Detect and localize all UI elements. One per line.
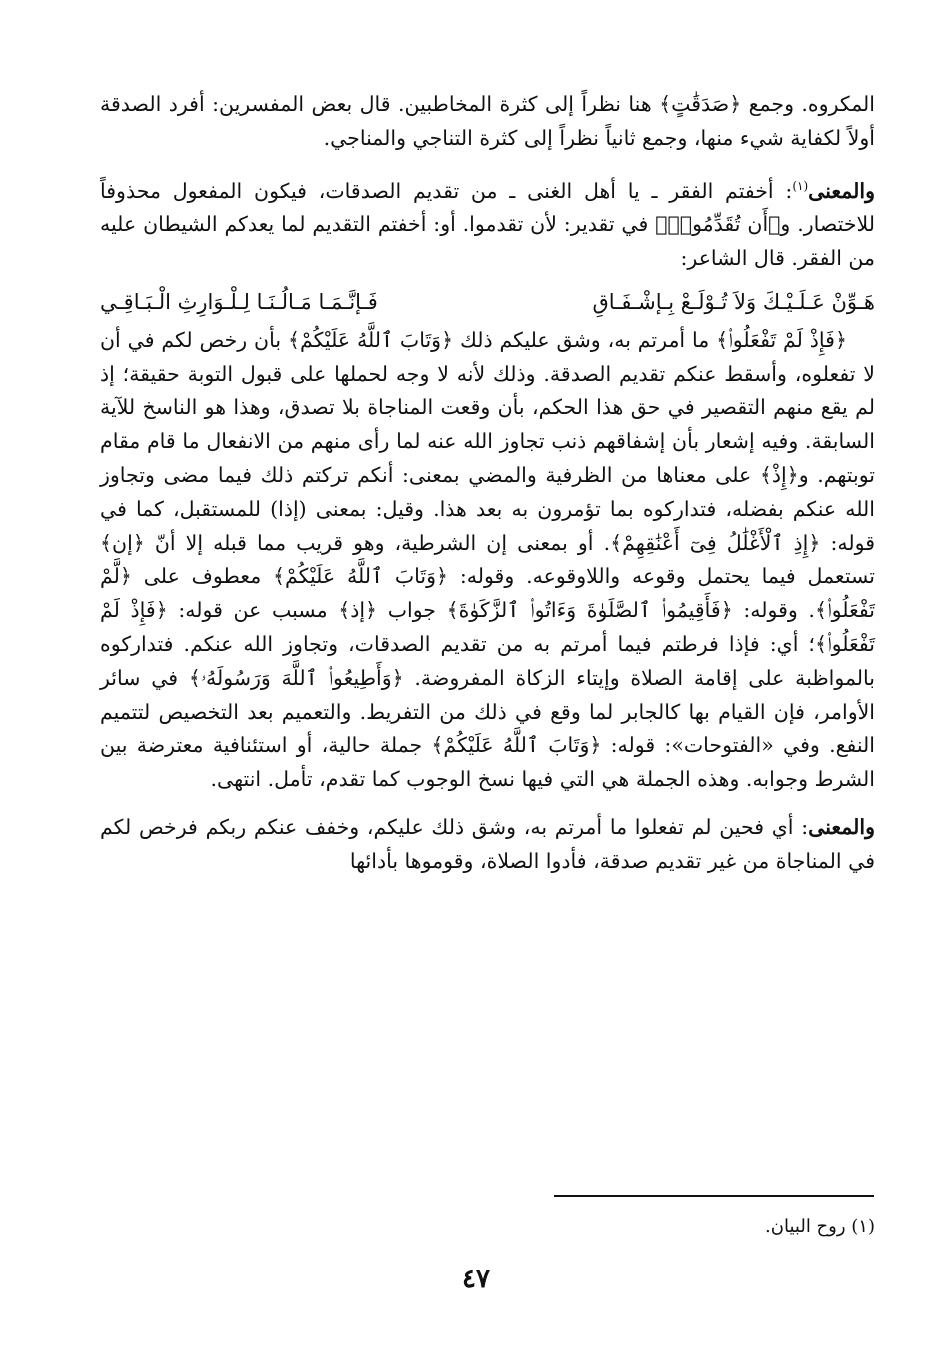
paragraph-4-body: : أي فحين لم تفعلوا ما أمرتم به، وشق ذلك عليكم، وخفف عنكم ربكم فرخص لكم في المناجاة من غير تقديم صدقة، فأدوا الصلاة، وقوموها بأدائها <box>100 814 875 873</box>
paragraph-3: ﴿فَإِذْ لَمْ تَفْعَلُوا۟﴾ ما أمرتم به، وشق عليكم ذلك ﴿وَتَابَ ٱللَّهُ عَلَيْكُمْ﴾ بأن رخص لكم في أن لا تفعلوه، وأسقط عنكم تقديم الصدقة. وذلك لأنه لا وجه لحملها على قبول التوبة حقيقة؛ إذ لم يقع منهم التقصير في حق هذا الحكم، بأن وقعت المناجاة بلا تصدق، وهذا هو الناسخ للآية السابقة. وفيه إشعار بأن إشفاقهم ذنب تجاوز الله عنه لما رأى منهم من الانفعال ما قام مقام توبتهم. و﴿إِذْ﴾ على معناها من الظرفية والمضي بمعنى: أنكم تركتم ذلك فيما مضى وتجاوز الله عنكم بفضله، فتداركوه بما تؤمرون به بعد هذا. وقيل: بمعنى (إذا) للمستقبل، كما في قوله: ﴿إِذِ ٱلْأَغْلَٰلُ فِىٓ أَعْنَٰقِهِمْ﴾. أو بمعنى إن الشرطية، وهو قريب مما قبله إلا أنّ ﴿إن﴾ تستعمل فيما يحتمل وقوعه واللاوقوعه. وقوله: ﴿وَتَابَ ٱللَّهُ عَلَيْكُمْ﴾ معطوف على ﴿لَّمْ تَفْعَلُوا۟﴾. وقوله: ﴿فَأَقِيمُوا۟ ٱلصَّلَوٰةَ وَءَاتُوا۟ ٱلزَّكَوٰةَ﴾ جواب ﴿إذ﴾ مسبب عن قوله: ﴿فَإِذْ لَمْ تَفْعَلُوا۟﴾؛ أي: فإذا فرطتم فيما أمرتم به من تقديم الصدقات، وتجاوز الله عنكم. فتداركوه بالمواظبة على إقامة الصلاة وإيتاء الزكاة المفروضة. ﴿وَأَطِيعُوا۟ ٱللَّهَ وَرَسُولَهُۥ﴾ في سائر الأوامر، فإن القيام بها كالجابر لما وقع في ذلك من التفريط. والتعميم بعد التخصيص لتتميم النفع. وفي «الفتوحات»: قوله: ﴿وَتَابَ ٱللَّهُ عَلَيْكُمْ﴾ جملة حالية، أو استئنافية معترضة بين الشرط وجوابه. وهذه الجملة هي التي فيها نسخ الوجوب كما تقدم، تأمل. انتهى. <box>100 327 875 792</box>
page-number: ٤٧ <box>462 1264 490 1294</box>
poem-first-hemistich: هَـوِّنْ عَـلَـيْـكَ وَلاَ تُـوْلَـعْ بِـإشْـفَـاقِ <box>592 289 875 314</box>
poem-second-hemistich: فَـإنَّـمَـا مَـالُـنَـا لِـلْـوَارِثِ الْـبَـاقِـي <box>100 289 378 314</box>
paragraph-2-body: : أخفتم الفقر ـ يا أهل الغنى ـ من تقديم الصدقات، فيكون المفعول محذوفاً للاختصار. و﴿أَن تُقَدِّمُوا۟﴾ في تقدير: لأن تقدموا. أو: أخفتم التقديم لما يعدكم الشيطان عليه من الفقر. قال الشاعر: <box>100 178 875 271</box>
paragraph-2 <box>100 170 875 276</box>
footnote: (١) روح البيان. <box>765 1216 875 1237</box>
poem-verse <box>100 284 875 320</box>
main-text <box>100 88 875 879</box>
footnote-divider <box>554 1195 874 1197</box>
paragraph-4 <box>100 811 875 879</box>
footnote-ref: (١) <box>792 178 809 193</box>
paragraph-1: المكروه. وجمع ﴿صَدَقَٰتٍ﴾ هنا نظراً إلى كثرة المخاطبين. قال بعض المفسرين: أفرد الصدقة أولاً لكفاية شيء منها، وجمع ثانياً نظراً إلى كثرة التناجي والمناجي. <box>100 92 875 150</box>
paragraph-2-lead: والمعنى <box>808 178 875 203</box>
paragraph-4-lead: والمعنى <box>808 814 875 839</box>
